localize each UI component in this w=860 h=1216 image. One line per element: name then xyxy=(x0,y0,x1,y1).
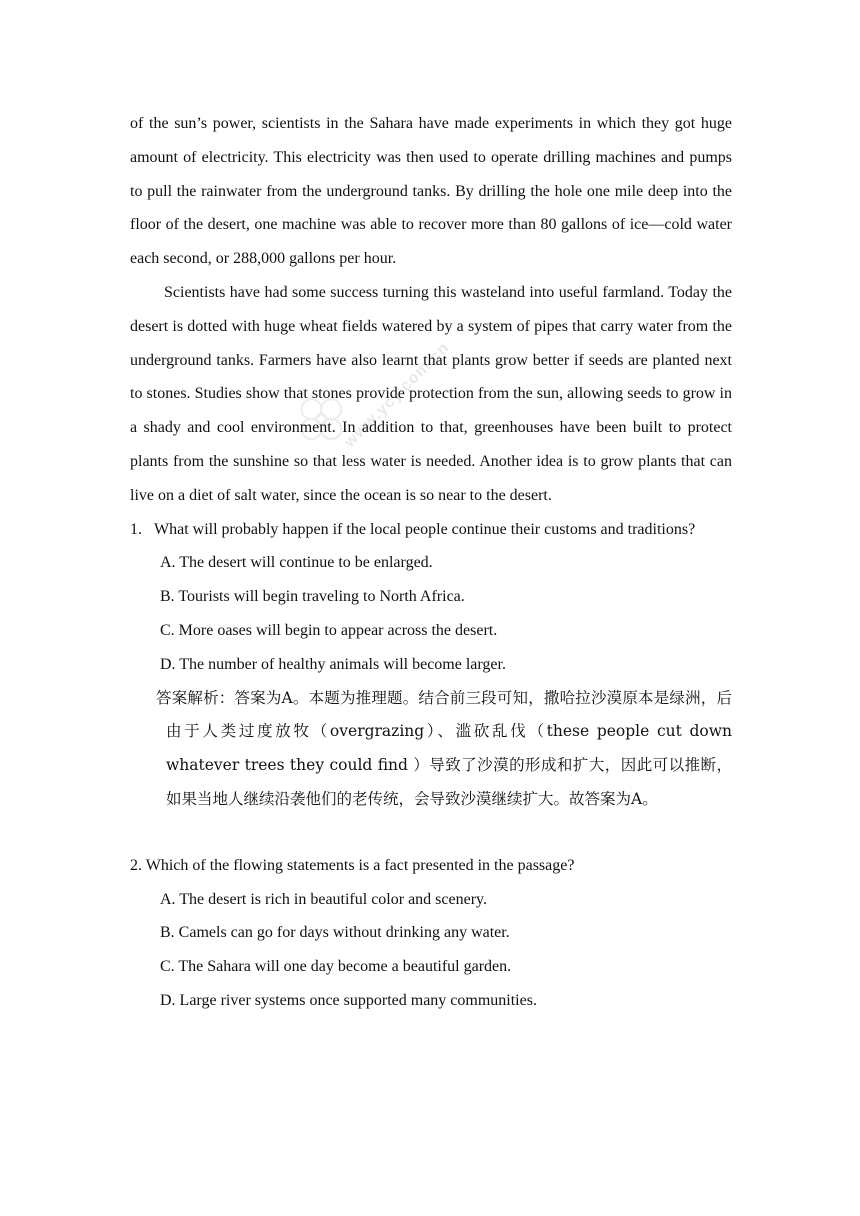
spacer xyxy=(130,817,732,849)
option-d: D. Large river systems once supported many communities. xyxy=(160,991,537,1009)
question-1 xyxy=(130,513,732,817)
question-number: 1. xyxy=(130,520,142,538)
option-c: C. More oases will begin to appear across the desert. xyxy=(160,621,498,639)
answer-analysis: 答案解析：答案为A。本题为推理题。结合前三段可知，撒哈拉沙漠原本是绿洲，后由于人类过度放牧（overgrazing）、滥砍乱伐（these people cut down whatever trees they could find ）导致了沙漠的形成和扩大，因此可以推断，如果当地人继续沿袭他们的老传统，会导致沙漠继续扩大。故答案为A。 xyxy=(156,688,732,808)
question-number: 2. xyxy=(130,856,142,874)
option-d: D. The number of healthy animals will become larger. xyxy=(160,655,506,673)
watermark-text: www.ycy.com.cn xyxy=(341,339,453,451)
passage-paragraph-1: of the sun’s power, scientists in the Sahara have made experiments in which they got huge amount of electricity. This electricity was then used to operate drilling machines and pumps to pull the rainwater from the underground tanks. By drilling the hole one mile deep into the floor of the desert, one machine was able to recover more than 80 gallons of ice—cold water each second, or 288,000 gallons per hour. xyxy=(130,115,732,268)
option-c: C. The Sahara will one day become a beautiful garden. xyxy=(160,958,512,976)
option-b: B. Camels can go for days without drinking any water. xyxy=(160,924,510,942)
question-stem xyxy=(130,513,732,547)
document-body xyxy=(130,107,732,1018)
passage-paragraph-2: Scientists have had some success turning this wasteland into useful farmland. Today the desert is dotted with huge wheat fields watered by a system of pipes that carry water from the underground tanks. Farmers have also learnt that plants grow better if seeds are planted next to stones. Studies show that stones provide protection from the sun, allowing seeds to grow in a shady and cool environment. In addition to that, greenhouses have been built to protect plants from the sunshine so that less water is needed. Another idea is to grow plants that can live on a diet of salt water, since the ocean is so near to the desert. xyxy=(130,283,732,504)
question-text: What will probably happen if the local people continue their customs and traditions? xyxy=(154,520,696,538)
question-text: Which of the flowing statements is a fact presented in the passage? xyxy=(145,856,575,874)
question-2 xyxy=(130,849,732,1018)
option-a: A. The desert is rich in beautiful color and scenery. xyxy=(160,890,487,908)
answer-options xyxy=(130,546,732,681)
option-b: B. Tourists will begin traveling to North Africa. xyxy=(160,588,465,606)
answer-options xyxy=(130,883,732,1018)
option-a: A. The desert will continue to be enlarged. xyxy=(160,554,433,572)
question-stem xyxy=(130,849,732,883)
